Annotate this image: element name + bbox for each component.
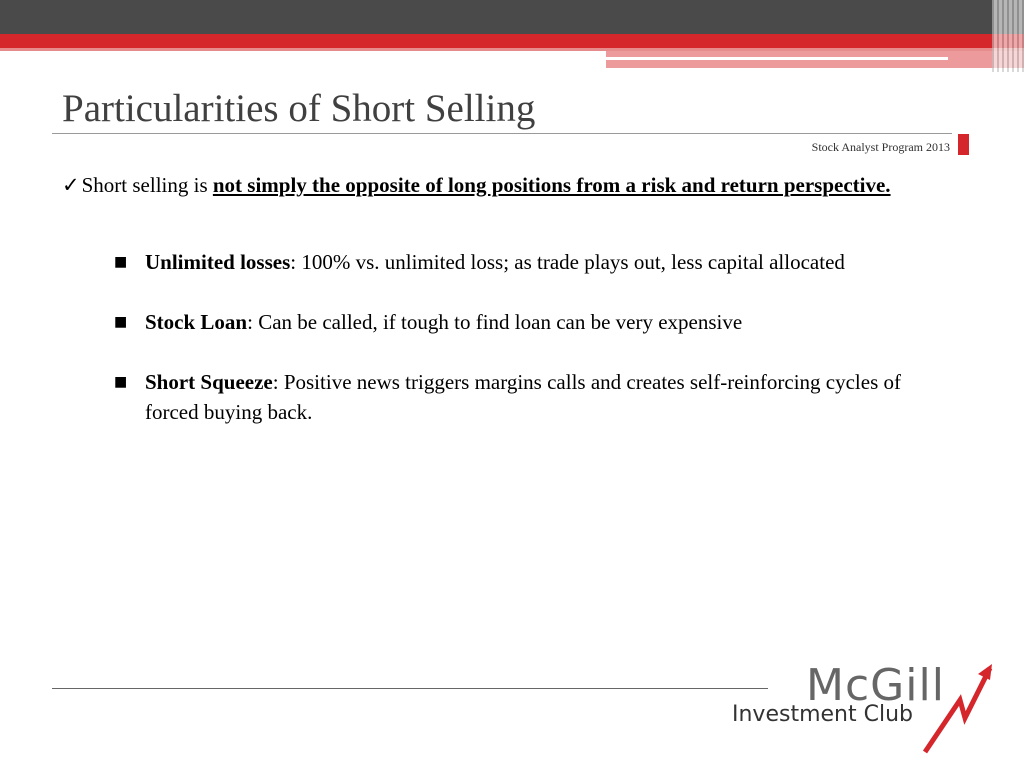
- header-stripes: [992, 0, 1024, 72]
- title-divider: [52, 133, 952, 134]
- bullet-list: [62, 247, 942, 427]
- square-bullet-icon: ■: [114, 254, 128, 270]
- bullet-text: : 100% vs. unlimited loss; as trade plays out, less capital allocated: [290, 250, 845, 274]
- bullet-text: : Can be called, if tough to find loan can be very expensive: [247, 310, 743, 334]
- lead-emphasis: not simply the opposite of long positions from a risk and return perspective.: [212, 173, 891, 197]
- header-bar: [0, 0, 1024, 34]
- slide-content: [62, 170, 942, 427]
- bullet-text: : Positive news triggers margins calls and creates self-reinforcing cycles of forced buying back.: [145, 370, 901, 424]
- mcgill-investment-club-logo: [730, 660, 1000, 760]
- trend-arrow-icon: [880, 660, 1000, 755]
- bullet-term: Unlimited losses: [145, 250, 291, 274]
- bullet-term: Stock Loan: [145, 310, 248, 334]
- list-item: [62, 247, 942, 277]
- slide-title: Particularities of Short Selling: [62, 87, 536, 130]
- square-bullet-icon: ■: [114, 374, 128, 390]
- accent-square: [958, 134, 969, 155]
- header-red-band: [0, 34, 1024, 48]
- lead-statement: [62, 170, 942, 200]
- logo-subtitle: Investment Club: [732, 702, 913, 727]
- square-bullet-icon: ■: [114, 314, 128, 330]
- slide-subtitle: Stock Analyst Program 2013: [811, 140, 950, 154]
- list-item: [62, 367, 942, 427]
- bullet-term: Short Squeeze: [145, 370, 273, 394]
- list-item: [62, 307, 942, 337]
- header-pink-divider: [606, 57, 948, 60]
- lead-prefix: Short selling is: [81, 173, 213, 197]
- logo-title: McGill: [806, 660, 945, 711]
- footer-divider: [52, 688, 768, 689]
- checkmark-icon: ✓: [62, 173, 80, 197]
